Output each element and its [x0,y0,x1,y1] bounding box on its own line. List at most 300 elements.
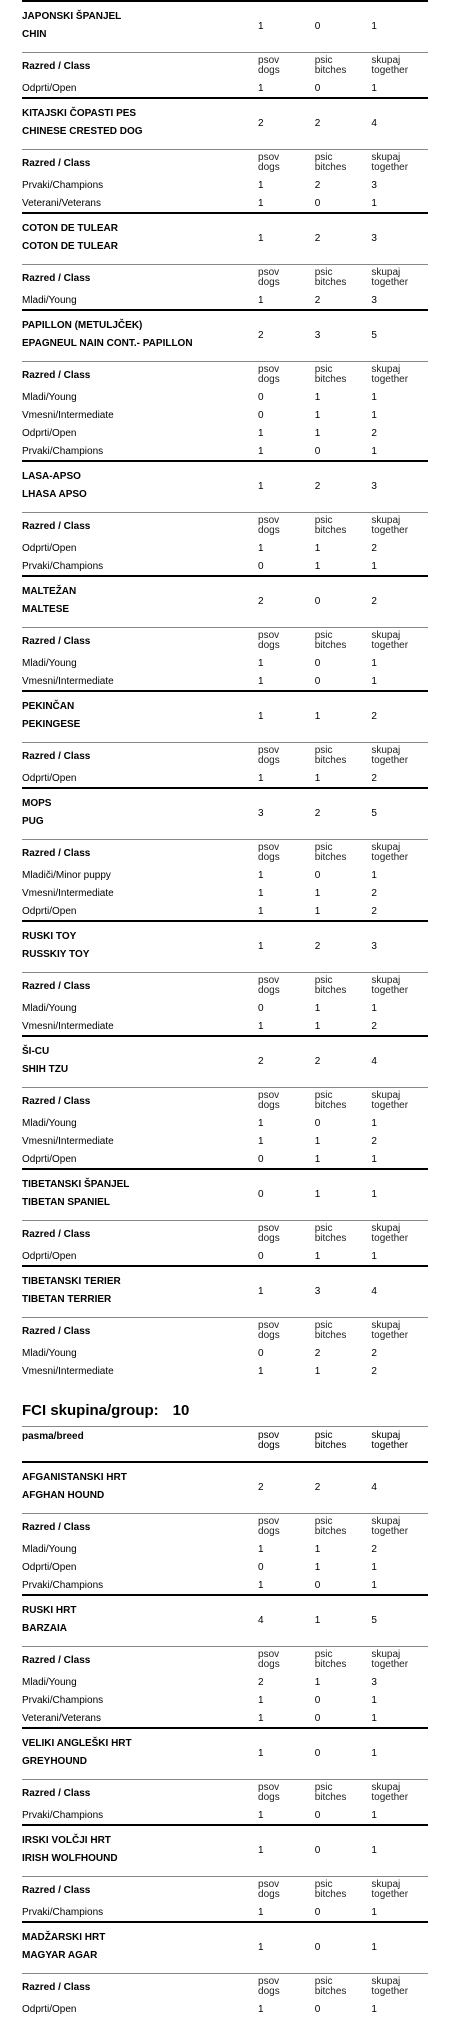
class-dogs: 0 [258,1002,264,1014]
breed-name-local: RUSKI HRT [22,1605,77,1616]
together-col: skupaj together [371,515,409,536]
breed-total-count: 2 [371,595,377,607]
breed-name-english: RUSSKIY TOY [22,949,90,960]
bitches-col: psic bitches [314,364,347,385]
breed-names [22,1469,258,1505]
breed-name-local: COTON DE TULEAR [22,223,118,234]
breed-list-group-9 [22,0,428,1380]
breed-name-local: ŠI-CU [22,1046,50,1057]
class-total: 1 [371,1117,377,1129]
breed-bitches-count: 1 [314,710,321,722]
breed-total-count: 3 [371,232,377,244]
class-bitches: 1 [314,1676,321,1688]
class-name: Vmesni/Intermediate [22,675,114,687]
breed-row [22,577,428,625]
class-row [22,291,428,309]
class-total: 1 [371,1250,377,1262]
breed-bitches-count: 2 [314,232,321,244]
dogs-col: psov dogs [258,1090,280,1111]
class-header [22,839,428,866]
bitches-col: psic bitches [314,55,347,76]
class-total: 2 [371,772,377,784]
bitches-col: psic bitches [314,1430,347,1451]
breed-names [22,317,258,353]
class-dogs: 0 [258,1561,264,1573]
class-name: Prvaki/Champions [22,1694,104,1706]
breed-dogs-count: 1 [258,1747,264,1759]
dogs-col: psov dogs [258,1879,280,1900]
breed-dogs-count: 2 [258,595,264,607]
class-name: Vmesni/Intermediate [22,1020,114,1032]
class-label: Razred / Class [22,272,91,284]
breed-dogs-count: 3 [258,807,264,819]
class-name: Mladiči/Minor puppy [22,869,111,881]
breed-name-english: IRISH WOLFHOUND [22,1853,118,1864]
class-row [22,406,428,424]
class-dogs: 0 [258,560,264,572]
breed-bitches-count: 3 [314,1285,321,1297]
breed-bitches-count: 2 [314,1055,321,1067]
class-name: Vmesni/Intermediate [22,409,114,421]
class-dogs: 1 [258,657,264,669]
class-name: Prvaki/Champions [22,560,104,572]
breed-bitches-count: 0 [314,1844,321,1856]
breed-bitches-count: 2 [314,807,321,819]
dogs-col: psov dogs [258,975,280,996]
breed-name-local: VELIKI ANGLEŠKI HRT [22,1738,132,1749]
class-name: Prvaki/Champions [22,1906,104,1918]
breed-block [22,212,428,309]
breed-names [22,105,258,141]
class-row [22,1709,428,1727]
breed-name-english: TIBETAN SPANIEL [22,1197,110,1208]
breed-dogs-count: 1 [258,710,264,722]
class-dogs: 1 [258,82,264,94]
breed-names [22,1929,258,1965]
dogs-col: psov dogs [258,515,280,536]
breed-names [22,795,258,831]
class-name: Vmesni/Intermediate [22,1365,114,1377]
class-name: Prvaki/Champions [22,445,104,457]
class-bitches: 1 [314,391,321,403]
dogs-col: psov dogs [258,630,280,651]
bitches-col: psic bitches [314,745,347,766]
together-col: skupaj together [371,55,409,76]
breed-block [22,1921,428,2018]
breed-names [22,1043,258,1079]
class-bitches: 2 [314,294,321,306]
breed-name-local: IRSKI VOLČJI HRT [22,1835,111,1846]
bitches-col: psic bitches [314,1090,347,1111]
dogs-col: psov dogs [258,1649,280,1670]
breed-name-local: JAPONSKI ŠPANJEL [22,11,122,22]
bitches-col: psic bitches [314,1879,347,1900]
breed-row [22,214,428,262]
breed-name-local: KITAJSKI ČOPASTI PES [22,108,137,119]
breed-block [22,690,428,787]
bitches-col: psic bitches [314,152,347,173]
class-row [22,194,428,212]
class-row [22,176,428,194]
class-name: Odprti/Open [22,1250,77,1262]
class-total: 1 [371,1906,377,1918]
class-row [22,672,428,690]
dogs-col: psov dogs [258,1516,280,1537]
breed-name-english: COTON DE TULEAR [22,241,118,252]
bitches-col: psic bitches [314,1516,347,1537]
class-total: 3 [371,179,377,191]
class-total: 1 [371,869,377,881]
dogs-col: psov dogs [258,842,280,863]
together-col: skupaj together [371,1976,409,1997]
breed-block [22,787,428,920]
breed-block [22,0,428,97]
class-dogs: 1 [258,445,264,457]
dogs-col: psov dogs [258,1320,280,1341]
breed-names [22,468,258,504]
class-row [22,388,428,406]
bitches-col: psic bitches [314,975,347,996]
class-bitches: 1 [314,1020,321,1032]
breed-name-english: PUG [22,816,44,827]
breed-total-count: 3 [371,940,377,952]
class-name: Mladi/Young [22,1002,77,1014]
breed-dogs-count: 2 [258,117,264,129]
class-bitches: 0 [314,445,321,457]
together-col: skupaj together [371,630,409,651]
class-total: 2 [371,1543,377,1555]
together-col: skupaj together [371,267,409,288]
class-bitches: 0 [314,1906,321,1918]
class-total: 2 [371,905,377,917]
together-col: skupaj together [371,1649,409,1670]
class-header [22,361,428,388]
breed-row [22,2,428,50]
breed-total-count: 2 [371,710,377,722]
class-name: Vmesni/Intermediate [22,1135,114,1147]
class-name: Mladi/Young [22,1543,77,1555]
class-row [22,769,428,787]
class-dogs: 2 [258,1676,264,1688]
class-bitches: 1 [314,409,321,421]
class-row [22,557,428,575]
breed-name-local: PAPILLON (METULJČEK) [22,320,143,331]
breed-dogs-count: 1 [258,1941,264,1953]
breed-total-count: 4 [371,1481,377,1493]
breed-row [22,692,428,740]
class-bitches: 0 [314,675,321,687]
group-label: FCI skupina/group: [22,1402,159,1419]
class-total: 2 [371,1347,377,1359]
breed-total-count: 4 [371,1055,377,1067]
class-row [22,1691,428,1709]
class-row [22,539,428,557]
class-header [22,627,428,654]
breed-row [22,1037,428,1085]
class-row [22,999,428,1017]
breed-name-english: MALTESE [22,604,70,615]
class-header [22,1779,428,1806]
class-total: 2 [371,542,377,554]
class-bitches: 1 [314,560,321,572]
class-row [22,1114,428,1132]
class-row [22,1247,428,1265]
class-bitches: 1 [314,887,321,899]
breed-dogs-count: 1 [258,480,264,492]
class-name: Mladi/Young [22,1676,77,1688]
together-col: skupaj together [371,1090,409,1111]
bitches-col: psic bitches [314,1223,347,1244]
breed-names [22,1176,258,1212]
class-header [22,52,428,79]
group-number: 10 [172,1402,190,1419]
class-dogs: 0 [258,1153,264,1165]
breed-row [22,99,428,147]
class-header [22,1876,428,1903]
breed-names [22,1602,258,1638]
dogs-col: psov dogs [258,1782,280,1803]
class-row [22,2000,428,2018]
group-title [22,1402,428,1426]
class-row [22,424,428,442]
breed-row [22,462,428,510]
class-row [22,442,428,460]
class-total: 1 [371,409,377,421]
class-row [22,884,428,902]
class-label: Razred / Class [22,1654,91,1666]
class-name: Odprti/Open [22,427,77,439]
breed-name-local: LASA-APSO [22,471,81,482]
class-label: Razred / Class [22,157,91,169]
breed-name-local: RUSKI TOY [22,931,77,942]
breed-name-english: TIBETAN TERRIER [22,1294,112,1305]
class-total: 1 [371,197,377,209]
class-label: Razred / Class [22,1228,91,1240]
dogs-col: psov dogs [258,364,280,385]
class-total: 2 [371,1135,377,1147]
class-dogs: 1 [258,294,264,306]
class-dogs: 1 [258,1712,264,1724]
breed-names [22,8,258,44]
dogs-col: psov dogs [258,745,280,766]
breed-names [22,1832,258,1868]
class-total: 1 [371,560,377,572]
breed-row [22,1826,428,1874]
class-bitches: 1 [314,427,321,439]
class-bitches: 0 [314,1117,321,1129]
breed-row [22,1267,428,1315]
class-dogs: 1 [258,1365,264,1377]
class-dogs: 1 [258,869,264,881]
dogs-col: psov dogs [258,1223,280,1244]
class-label: Razred / Class [22,1521,91,1533]
class-dogs: 1 [258,542,264,554]
breed-name-english: CHINESE CRESTED DOG [22,126,143,137]
together-col: skupaj together [371,152,409,173]
breed-block [22,920,428,1035]
bitches-col: psic bitches [314,267,347,288]
class-total: 2 [371,1365,377,1377]
dogs-col: psov dogs [258,267,280,288]
breed-dogs-count: 2 [258,1055,264,1067]
class-header [22,1087,428,1114]
class-label: Razred / Class [22,980,91,992]
class-dogs: 1 [258,1906,264,1918]
class-name: Odprti/Open [22,905,77,917]
together-col: skupaj together [371,1782,409,1803]
breed-total-count: 4 [371,117,377,129]
class-total: 1 [371,657,377,669]
class-bitches: 0 [314,197,321,209]
breed-bitches-count: 0 [314,595,321,607]
class-bitches: 0 [314,657,321,669]
together-col: skupaj together [371,1516,409,1537]
class-bitches: 0 [314,1712,321,1724]
class-header [22,1646,428,1673]
breed-total-count: 3 [371,480,377,492]
breed-name-english: PEKINGESE [22,719,81,730]
class-total: 2 [371,427,377,439]
breed-name-local: TIBETANSKI ŠPANJEL [22,1179,130,1190]
breed-block [22,1168,428,1265]
class-bitches: 1 [314,1002,321,1014]
class-header [22,149,428,176]
breed-names [22,928,258,964]
breed-dogs-count: 2 [258,329,264,341]
breed-block [22,460,428,575]
together-col: skupaj together [371,842,409,863]
class-name: Odprti/Open [22,1561,77,1573]
class-row [22,1150,428,1168]
class-dogs: 0 [258,1347,264,1359]
breed-block [22,1035,428,1168]
class-dogs: 1 [258,675,264,687]
class-name: Mladi/Young [22,391,77,403]
breed-name-english: MAGYAR AGAR [22,1950,98,1961]
breed-row [22,311,428,359]
class-name: Veterani/Veterans [22,1712,101,1724]
class-total: 1 [371,82,377,94]
class-total: 3 [371,1676,377,1688]
breed-dogs-count: 1 [258,20,264,32]
class-label: Razred / Class [22,1884,91,1896]
dogs-col: psov dogs [258,152,280,173]
class-total: 1 [371,1809,377,1821]
class-label: Razred / Class [22,1787,91,1799]
breed-row [22,1463,428,1511]
class-dogs: 1 [258,1117,264,1129]
class-row [22,1806,428,1824]
class-dogs: 1 [258,1135,264,1147]
class-bitches: 0 [314,2003,321,2015]
class-bitches: 1 [314,1250,321,1262]
breed-names [22,583,258,619]
breed-list-group-10 [22,1461,428,2018]
breed-block [22,1265,428,1380]
breed-total-count: 5 [371,329,377,341]
class-dogs: 1 [258,905,264,917]
bitches-col: psic bitches [314,842,347,863]
breed-block [22,1727,428,1824]
class-row [22,1540,428,1558]
class-label: Razred / Class [22,1325,91,1337]
dogs-col: psov dogs [258,1430,280,1451]
class-dogs: 1 [258,2003,264,2015]
class-bitches: 2 [314,179,321,191]
breed-name-english: AFGHAN HOUND [22,1490,105,1501]
class-label: Razred / Class [22,1981,91,1993]
class-label: Razred / Class [22,1095,91,1107]
breed-bitches-count: 0 [314,1747,321,1759]
class-dogs: 1 [258,1543,264,1555]
bitches-col: psic bitches [314,630,347,651]
breed-bitches-count: 3 [314,329,321,341]
together-col: skupaj together [371,1320,409,1341]
breed-bitches-count: 2 [314,117,321,129]
class-header [22,264,428,291]
breed-block [22,97,428,212]
breed-total-count: 1 [371,1941,377,1953]
class-total: 1 [371,1712,377,1724]
class-name: Odprti/Open [22,772,77,784]
breed-dogs-count: 1 [258,232,264,244]
breed-row [22,1596,428,1644]
class-bitches: 1 [314,1561,321,1573]
breed-total-count: 5 [371,1614,377,1626]
breed-dogs-count: 1 [258,1844,264,1856]
breed-total-count: 1 [371,1747,377,1759]
class-row [22,654,428,672]
class-bitches: 0 [314,869,321,881]
class-dogs: 1 [258,1694,264,1706]
breed-header-label: pasma/breed [22,1431,84,1442]
breed-name-local: MOPS [22,798,52,809]
class-bitches: 1 [314,1135,321,1147]
breed-block [22,1594,428,1727]
class-name: Mladi/Young [22,1117,77,1129]
class-bitches: 0 [314,82,321,94]
breed-bitches-count: 1 [314,1614,321,1626]
class-bitches: 1 [314,1365,321,1377]
class-name: Mladi/Young [22,294,77,306]
together-col: skupaj together [371,1879,409,1900]
class-dogs: 1 [258,427,264,439]
together-col: skupaj together [371,1223,409,1244]
class-name: Mladi/Young [22,1347,77,1359]
class-name: Prvaki/Champions [22,179,104,191]
class-row [22,79,428,97]
class-label: Razred / Class [22,60,91,72]
breed-column-header [22,1426,428,1461]
class-total: 1 [371,1561,377,1573]
class-header [22,1220,428,1247]
breed-names [22,1273,258,1309]
class-row [22,902,428,920]
bitches-col: psic bitches [314,1976,347,1997]
breed-name-english: BARZAIA [22,1623,67,1634]
breed-block [22,1824,428,1921]
breed-bitches-count: 2 [314,940,321,952]
class-label: Razred / Class [22,369,91,381]
breed-row [22,789,428,837]
breed-dogs-count: 1 [258,940,264,952]
class-row [22,866,428,884]
dogs-col: psov dogs [258,1976,280,1997]
breed-name-english: CHIN [22,29,47,40]
class-header [22,742,428,769]
breed-block [22,575,428,690]
class-total: 1 [371,1694,377,1706]
